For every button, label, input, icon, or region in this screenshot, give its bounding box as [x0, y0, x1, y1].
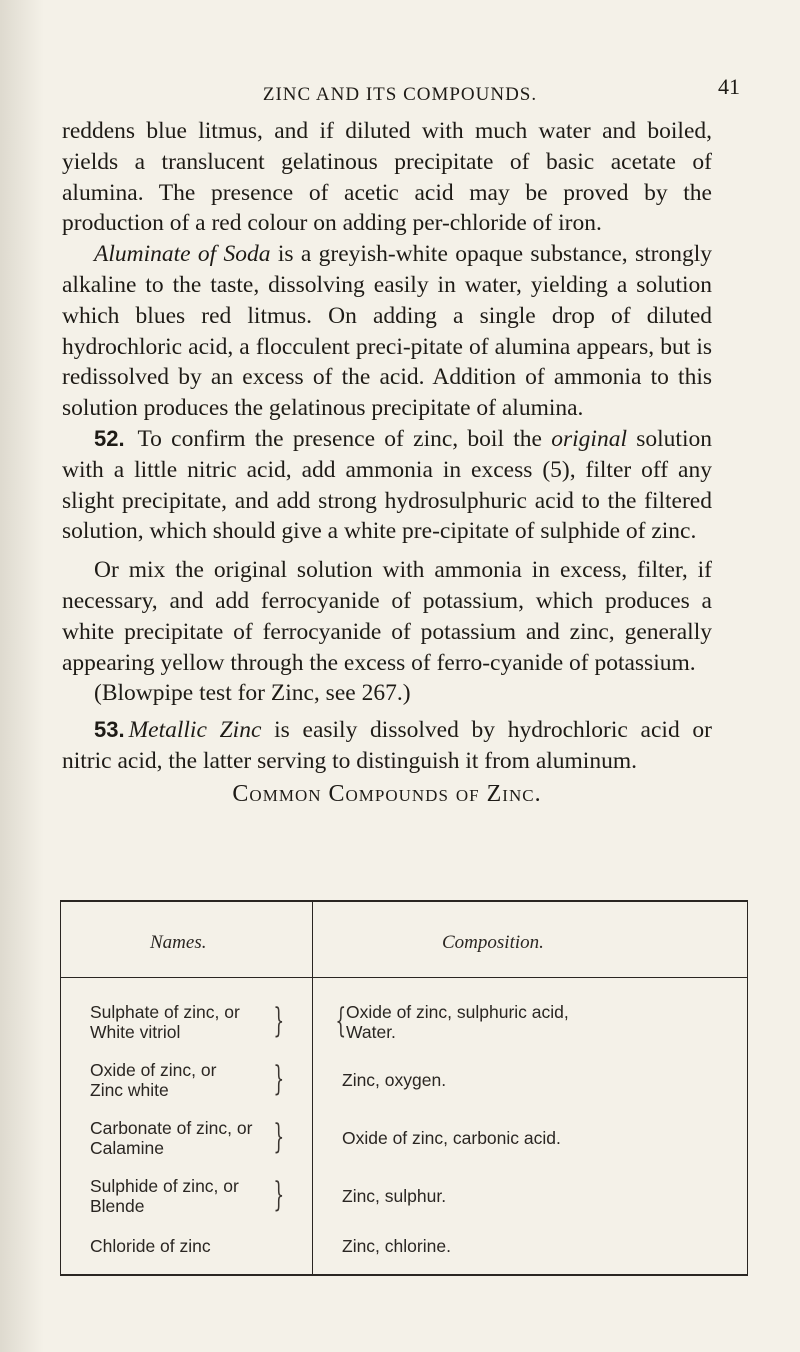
aluminate-text: is a greyish-white opaque substance, strongly alkaline to the taste, dissolving easily in water, yielding a solution which blues red litmus. On adding a single drop of diluted hydrochloric acid, a flocculent preci-pitate of alumina appears, but is redissolved by an excess of the acid. Addition of ammonia to this solution produces the gelatinous precipitate of alumina.: [62, 241, 712, 422]
row-3-composition: Oxide of zinc, carbonic acid.: [342, 1128, 561, 1148]
table-row-name: [90, 1002, 300, 1042]
running-head: [60, 74, 740, 110]
paragraph-52-text-a: To confirm the presence of zinc, boil the: [128, 425, 552, 452]
table-row-name: [90, 1176, 300, 1216]
row-2-name-line-2: Zinc white: [90, 1080, 169, 1100]
table-row-name: [90, 1118, 300, 1158]
paragraph-litmus: [62, 116, 712, 239]
right-brace-icon: }: [273, 1175, 285, 1215]
table-rule-right: [747, 900, 748, 1276]
paragraph-52: [62, 424, 712, 547]
table-rule-header: [60, 977, 748, 978]
right-brace-icon: }: [273, 1059, 285, 1099]
table-rule-middle: [312, 900, 313, 1276]
table-row-composition: [334, 1002, 736, 1042]
paragraph-53-text: is easily dissolved by hydrochloric acid or nitric acid, the latter serving to distinguish it from aluminum.: [62, 717, 712, 774]
row-5-name: Chloride of zinc: [90, 1236, 211, 1256]
row-1-composition-line-1: Oxide of zinc, sulphuric acid,: [346, 1002, 569, 1022]
section-number-53: 53.: [94, 717, 125, 743]
body-text: [62, 116, 712, 810]
original-term: original: [551, 425, 627, 452]
paragraph-aluminate: [62, 239, 712, 424]
row-4-name-line-2: Blende: [90, 1196, 145, 1216]
row-1-composition-line-2: Water.: [346, 1022, 396, 1042]
table-rule-top: [60, 900, 748, 902]
page-number: 41: [718, 74, 740, 99]
aluminate-term: Aluminate of Soda: [94, 241, 271, 268]
row-4-composition: Zinc, sulphur.: [342, 1186, 447, 1206]
row-1-name-line-1: Sulphate of zinc, or: [90, 1002, 240, 1022]
table-row-composition: [334, 1236, 724, 1256]
paragraph-ferrocyanide: [62, 555, 712, 678]
table-rule-left: [60, 900, 61, 1276]
right-brace-icon: }: [273, 1001, 285, 1041]
running-title: ZINC AND ITS COMPOUNDS.: [262, 84, 538, 105]
row-5-composition: Zinc, chlorine.: [342, 1236, 451, 1256]
row-3-name-line-1: Carbonate of zinc, or: [90, 1118, 253, 1138]
right-brace-icon: }: [273, 1117, 285, 1157]
paragraph-52-text-b: solution with a little nitric acid, add ammonia in excess (5), filter off any slight precipitate, and add strong hydrosulphuric acid to the filtered solution, which should give a white pre-cipitate of sulphide of zinc.: [62, 425, 712, 545]
metallic-zinc-term: Metallic Zinc: [128, 717, 262, 744]
row-4-name-line-1: Sulphide of zinc, or: [90, 1176, 239, 1196]
column-header-composition: Composition.: [442, 932, 544, 953]
paragraph-ferrocyanide-text: Or mix the original solution with ammonia in excess, filter, if necessary, and add ferrocyanide of potassium, which produces a white precipitate of ferrocyanide of potassium and zinc, generally appearing yellow through the excess of ferro-cyanide of potassium.: [62, 557, 712, 676]
table-rule-bottom: [60, 1274, 748, 1276]
page-gutter-shadow: [0, 0, 44, 1352]
paragraph-litmus-text: reddens blue litmus, and if diluted with much water and boiled, yields a translucent gelatinous precipitate of basic acetate of alumina. The presence of acetic acid may be proved by the production of a red colour on adding per-chloride of iron.: [62, 118, 712, 237]
table-row-name: [90, 1060, 300, 1100]
paragraph-blowpipe: [62, 678, 712, 709]
paragraph-blowpipe-text: (Blowpipe test for Zinc, see 267.): [94, 680, 411, 707]
row-2-name-line-1: Oxide of zinc, or: [90, 1060, 217, 1080]
compounds-table: [60, 900, 748, 1276]
column-header-names: Names.: [150, 932, 207, 953]
row-3-name-line-2: Calamine: [90, 1138, 164, 1158]
row-2-composition: Zinc, oxygen.: [342, 1070, 447, 1090]
table-row-name: [90, 1236, 300, 1256]
left-brace-icon: {: [335, 1001, 347, 1041]
row-1-name-line-2: White vitriol: [90, 1022, 181, 1042]
section-number-52: 52.: [94, 425, 125, 451]
paragraph-53: [62, 715, 712, 777]
section-heading: Common Compounds of Zinc.: [232, 780, 542, 807]
